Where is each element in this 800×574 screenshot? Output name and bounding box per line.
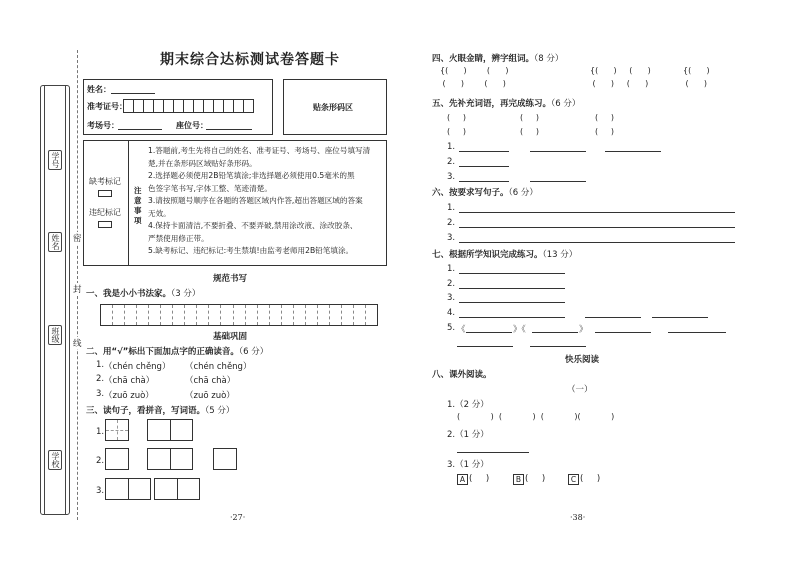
exam-number-label: 准考证号： bbox=[87, 102, 127, 111]
q7-item-4-line-c[interactable] bbox=[652, 317, 708, 318]
q7-item-4-line-a[interactable] bbox=[459, 317, 565, 318]
q2-item-1-a[interactable]: （chén chěng） bbox=[104, 362, 171, 372]
name-label: 姓名： bbox=[87, 85, 111, 94]
q3-grid-1b[interactable] bbox=[147, 419, 193, 441]
q7-item-3-num: 3. bbox=[447, 293, 456, 303]
choice-c-paren[interactable]: ( ) bbox=[580, 474, 601, 484]
q7-item-5-open: 《 bbox=[457, 325, 466, 335]
seal-mark-mi: 密 bbox=[73, 234, 82, 244]
choice-a-box[interactable]: A bbox=[457, 474, 468, 485]
q5-item-3-num: 3. bbox=[447, 172, 456, 182]
class-label: 班级 bbox=[48, 325, 62, 345]
q1-label: 一、我是小小书法家。（3 分） bbox=[86, 289, 201, 299]
q7-item-5-line-b[interactable] bbox=[532, 332, 578, 333]
q2-label: 二、用“√”标出下面加点字的正确读音。（6 分） bbox=[86, 347, 269, 357]
q2-item-2-a[interactable]: （chā chà） bbox=[104, 376, 155, 386]
q2-item-2-b[interactable]: （chā chà） bbox=[185, 376, 236, 386]
q3-grid-1a[interactable] bbox=[105, 419, 129, 441]
q5-item-2-line[interactable] bbox=[459, 166, 509, 167]
writing-grid[interactable] bbox=[100, 304, 378, 326]
q3-item-2-num: 2. bbox=[96, 456, 105, 466]
choice-a-paren[interactable]: ( ) bbox=[469, 474, 490, 484]
violation-mark-box[interactable] bbox=[98, 221, 112, 228]
q7-item-1-num: 1. bbox=[447, 264, 456, 274]
q7-item-5-num: 5. bbox=[447, 323, 456, 333]
section-basic: 基础巩固 bbox=[213, 332, 248, 342]
exam-room-field[interactable] bbox=[118, 129, 162, 130]
q6-item-2-line[interactable] bbox=[459, 227, 735, 228]
q3-grid-2c[interactable] bbox=[213, 448, 237, 470]
q6-item-3-num: 3. bbox=[447, 233, 456, 243]
q7-item-3-line[interactable] bbox=[459, 302, 565, 303]
seat-number-field[interactable] bbox=[206, 129, 252, 130]
q7-item-5-line-e[interactable] bbox=[457, 346, 513, 347]
notice-text: 1.答题前,考生先将自己的姓名、准考证号、考场号、座位号填写清 楚,并在条形码区域贴好条形码。 2.选择题必须使用2B铅笔填涂;非选择题必须使用0.5毫米的黑 色签字笔书写,字体工整、笔迹清楚。 3.请按照题号顺序在各题的答题区域内作答,超出答题区域的答案 无效。 4.保持卡面清洁,不要折叠、不要弄破,禁用涂改液、涂改胶条、 严禁使用修正带。 5.缺考标记、违纪标记:考生禁填!由监考老师用2B铅笔填涂。 bbox=[148, 146, 371, 255]
q7-item-2-num: 2. bbox=[447, 279, 456, 289]
right-page-number: ·38· bbox=[570, 513, 586, 522]
q3-grid-2b[interactable] bbox=[147, 448, 193, 470]
seal-mark-feng: 封 bbox=[73, 285, 82, 295]
q5-item-3-line-a[interactable] bbox=[459, 181, 509, 182]
q8-item-1-brackets[interactable]: ( ) ( ) ( )( ) bbox=[457, 412, 615, 421]
choice-b-paren[interactable]: ( ) bbox=[525, 474, 546, 484]
q8-item-3-label: 3.（1 分） bbox=[447, 460, 489, 470]
absent-mark-box[interactable] bbox=[98, 190, 112, 197]
exam-number-grid[interactable] bbox=[123, 99, 253, 113]
q5-item-1-num: 1. bbox=[447, 142, 456, 152]
exam-room-label: 考场号： bbox=[87, 121, 119, 130]
q5-item-1-line-b[interactable] bbox=[530, 151, 586, 152]
violation-mark-label: 违纪标记 bbox=[89, 208, 121, 217]
q7-item-5-line-c[interactable] bbox=[595, 332, 651, 333]
page-title: 期末综合达标测试卷答题卡 bbox=[160, 52, 340, 68]
q6-item-3-line[interactable] bbox=[459, 242, 735, 243]
choice-b-box[interactable]: B bbox=[513, 474, 524, 485]
section-writing: 规范书写 bbox=[213, 274, 248, 284]
q2-item-2-num: 2. bbox=[96, 374, 105, 384]
barcode-label: 贴条形码区 bbox=[313, 103, 353, 112]
q6-item-1-num: 1. bbox=[447, 203, 456, 213]
q5-brackets[interactable]: ( ) ( ) ( ) ( ) ( ) ( ) bbox=[447, 113, 614, 136]
notice-heading: 注意事项 bbox=[134, 186, 142, 225]
q7-item-2-line[interactable] bbox=[459, 288, 565, 289]
q3-label: 三、读句子，看拼音，写词语。（5 分） bbox=[86, 406, 235, 416]
q2-item-3-b[interactable]: （zuō zuò） bbox=[185, 391, 235, 401]
school-label: 学校 bbox=[48, 450, 62, 470]
q3-grid-3b[interactable] bbox=[154, 478, 200, 500]
student-number-label: 学号 bbox=[48, 150, 62, 170]
q7-item-4-num: 4. bbox=[447, 308, 456, 318]
q2-item-3-a[interactable]: （zuō zuò） bbox=[104, 391, 154, 401]
q5-item-1-line-a[interactable] bbox=[459, 151, 509, 152]
q4-label: 四、火眼金睛，辨字组词。（8 分） bbox=[432, 54, 564, 64]
q8-item-1-label: 1.（2 分） bbox=[447, 400, 489, 410]
q4-grid[interactable]: {( ) ( ) ( ) ( ) {( ) ( ) ( ) ( ) {( ) ( ) bbox=[440, 66, 710, 88]
q6-item-2-num: 2. bbox=[447, 218, 456, 228]
q8-item-2-label: 2.（1 分） bbox=[447, 430, 489, 440]
q2-item-1-num: 1. bbox=[96, 360, 105, 370]
q8-item-2-line[interactable] bbox=[457, 452, 529, 453]
q7-item-4-line-b[interactable] bbox=[585, 317, 641, 318]
q8-part-label: （一） bbox=[567, 385, 593, 395]
q5-item-3-line-b[interactable] bbox=[530, 181, 586, 182]
q7-item-5-line-a[interactable] bbox=[466, 332, 512, 333]
student-name-label: 姓名 bbox=[48, 232, 62, 252]
choice-c-box[interactable]: C bbox=[568, 474, 579, 485]
seal-mark-xian: 线 bbox=[73, 339, 82, 349]
q5-item-2-num: 2. bbox=[447, 157, 456, 167]
q3-item-3-num: 3. bbox=[96, 486, 105, 496]
section-reading: 快乐阅读 bbox=[565, 355, 600, 365]
absent-mark-label: 缺考标记 bbox=[89, 177, 121, 186]
q3-grid-2a[interactable] bbox=[105, 448, 129, 470]
seat-number-label: 座位号： bbox=[176, 121, 208, 130]
q7-item-5-close: 》 bbox=[579, 325, 588, 335]
q3-item-1-num: 1. bbox=[96, 427, 105, 437]
q7-item-5-line-f[interactable] bbox=[530, 346, 586, 347]
name-field[interactable] bbox=[111, 93, 155, 94]
q7-item-5-line-d[interactable] bbox=[668, 332, 726, 333]
q5-label: 五、先补充词语，再完成练习。（6 分） bbox=[432, 99, 581, 109]
q6-label: 六、按要求写句子。（6 分） bbox=[432, 188, 538, 198]
q7-item-1-line[interactable] bbox=[459, 273, 565, 274]
q5-item-1-line-c[interactable] bbox=[605, 151, 661, 152]
q7-item-5-mid: 》《 bbox=[513, 325, 526, 335]
q2-item-1-b[interactable]: （chén chěng） bbox=[185, 362, 252, 372]
left-page-number: ·27· bbox=[230, 513, 246, 522]
q7-label: 七、根据所学知识完成练习。（13 分） bbox=[432, 250, 578, 260]
q2-item-3-num: 3. bbox=[96, 389, 105, 399]
q6-item-1-line[interactable] bbox=[459, 212, 735, 213]
marks-column bbox=[83, 140, 129, 266]
q3-grid-3a[interactable] bbox=[105, 478, 151, 500]
q8-label: 八、课外阅读。 bbox=[432, 370, 492, 380]
